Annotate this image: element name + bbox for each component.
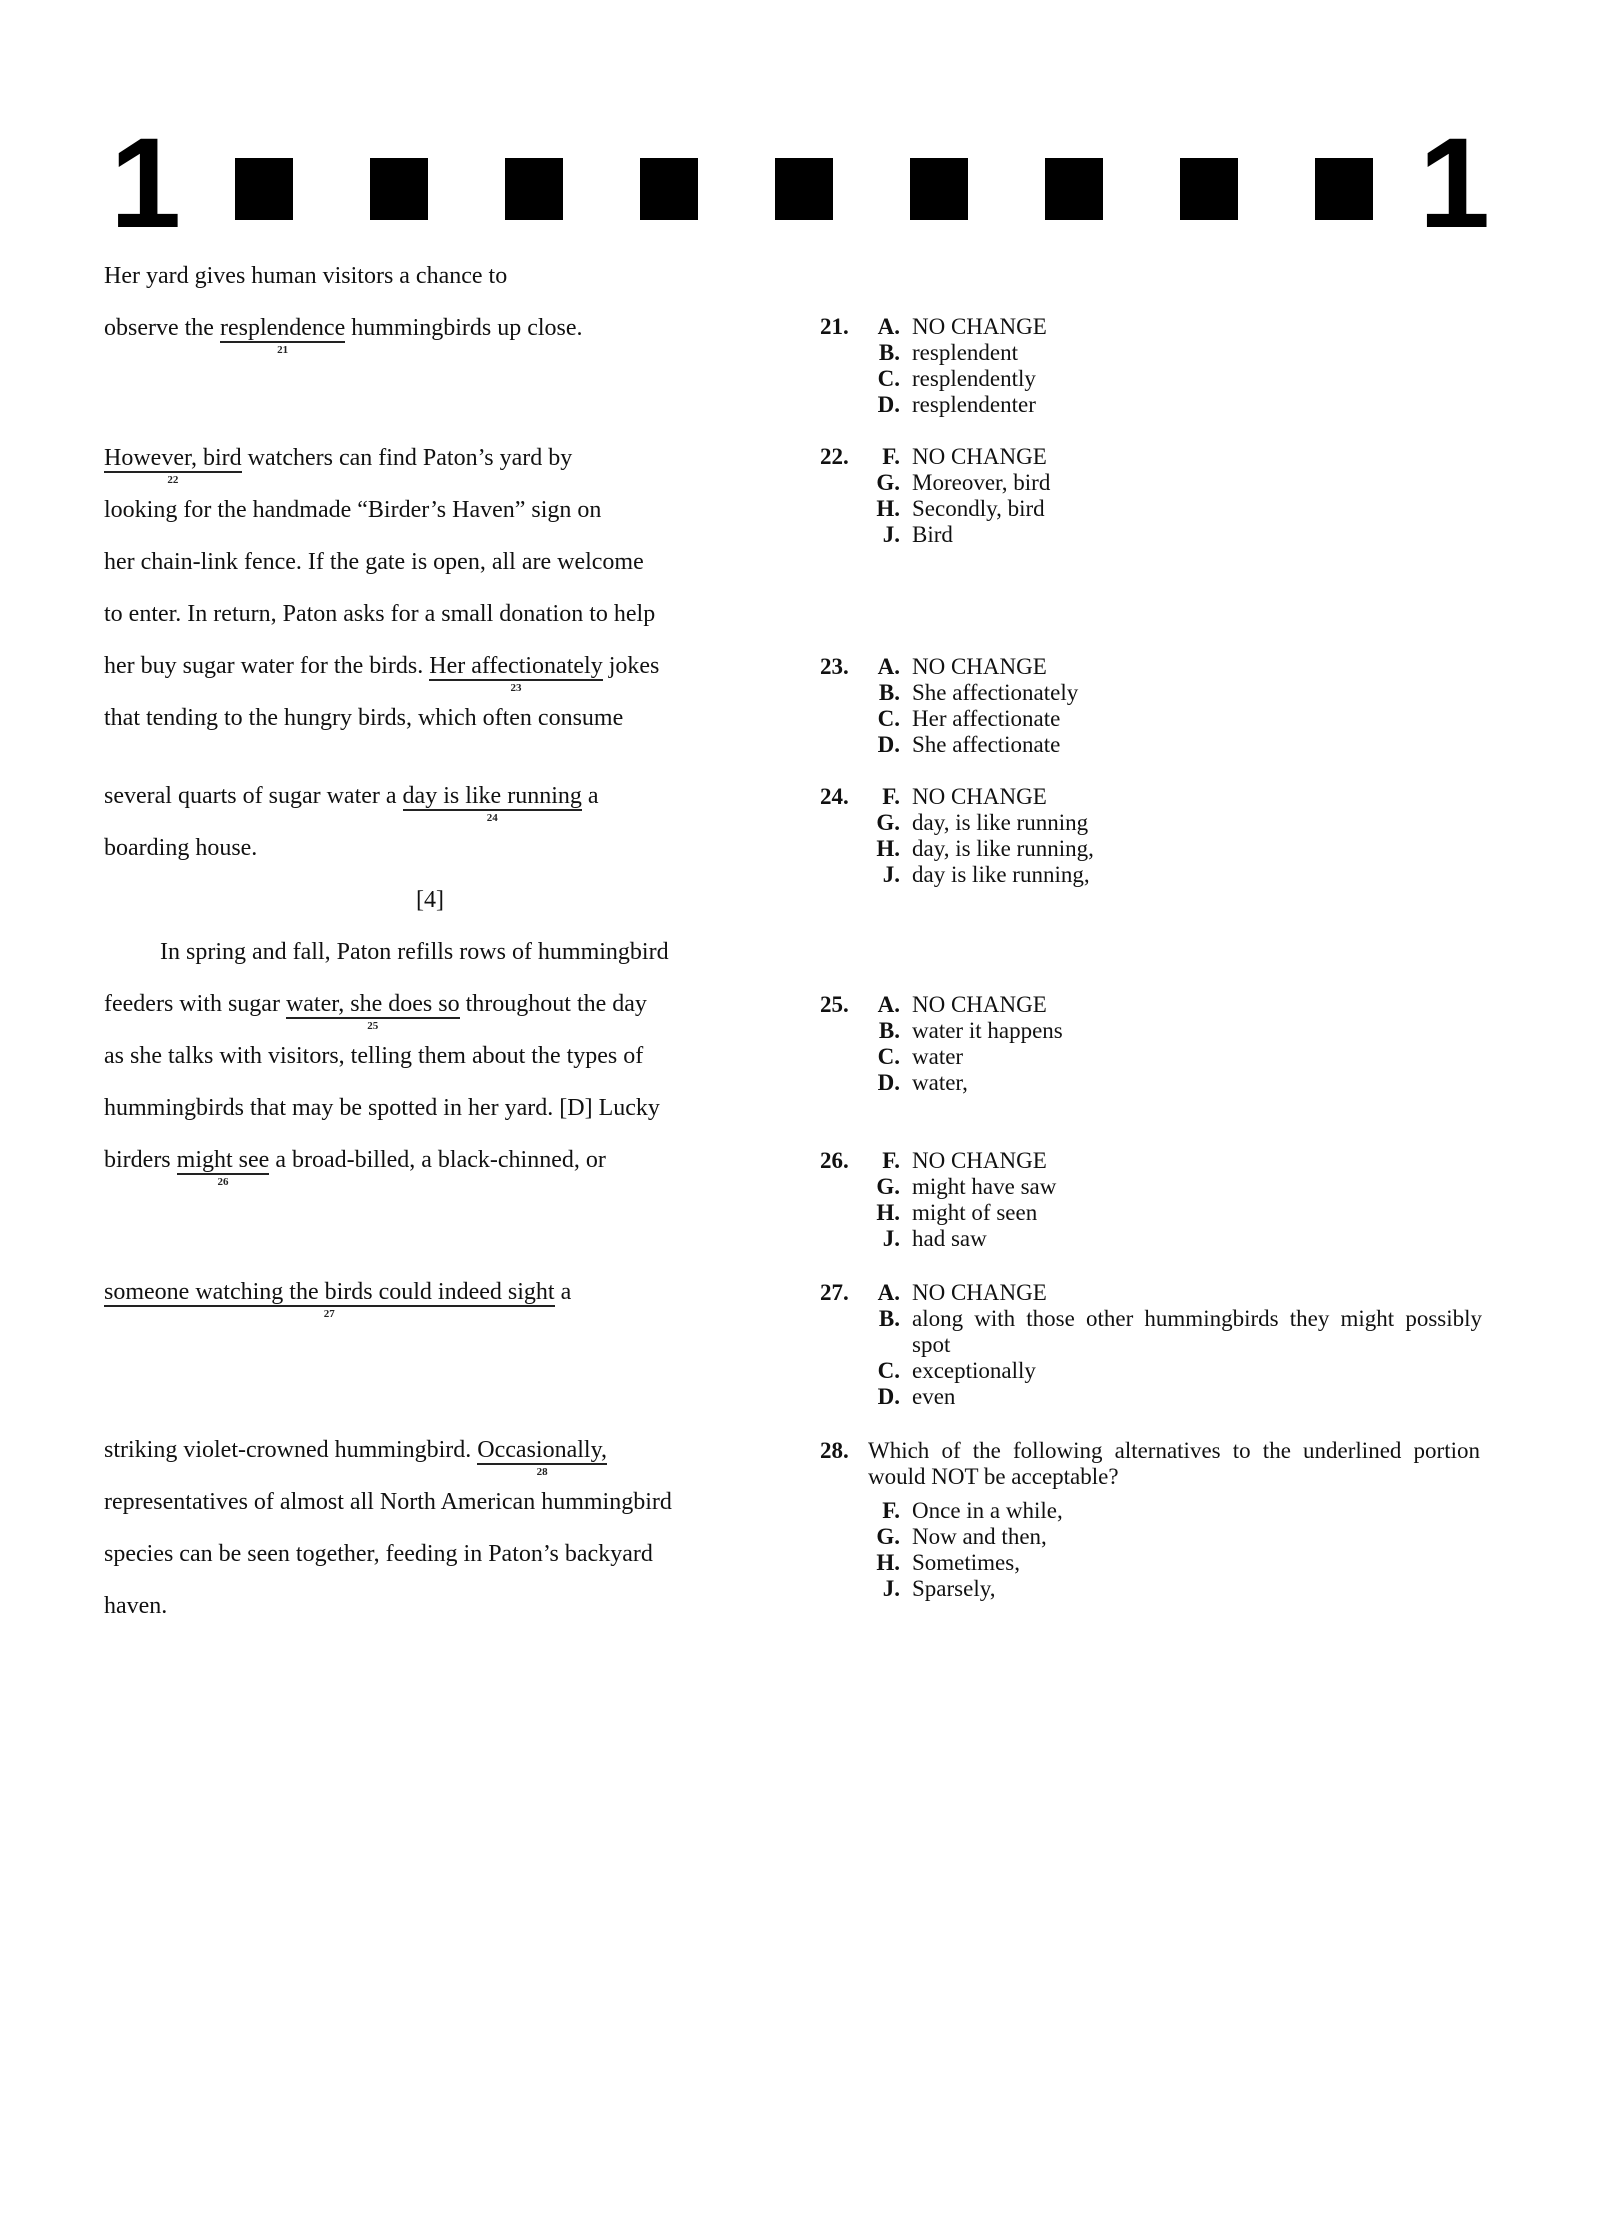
passage-line: looking for the handmade “Birder’s Haven” sign on [104,497,602,523]
question-23 [820,654,1480,758]
underlined-portion-26[interactable] [176,1147,270,1188]
question-ref-number: 21 [277,344,289,356]
passage-line: In spring and fall, Paton refills rows of hummingbird [160,939,669,965]
passage-text: birders [104,1147,177,1173]
option-letter: C. [877,1044,900,1069]
passage-text: several quarts of sugar water a [104,783,403,809]
option-text: exceptionally [912,1358,1036,1383]
passage-line: Her yard gives human visitors a chance to [104,263,508,289]
option-letter: B. [878,340,900,365]
option-letter: B. [878,1306,900,1331]
question-28 [820,1438,1480,1602]
option-text: resplendenter [912,392,1036,417]
option-text: had saw [912,1226,987,1251]
answer-option[interactable] [820,1358,1480,1384]
option-text: water [912,1044,964,1069]
passage-line: boarding house. [104,835,258,861]
question-number: 21. [820,314,849,339]
answer-option[interactable] [820,680,1480,706]
underlined-portion-24[interactable] [402,783,582,824]
option-letter: J. [882,862,900,887]
answer-option[interactable] [820,1044,1480,1070]
passage-text: feeders with sugar [104,991,286,1017]
option-text: resplendent [912,340,1019,365]
passage-line: that tending to the hungry birds, which often consume [104,705,624,731]
underlined-portion-28[interactable] [477,1437,608,1478]
option-letter: D. [877,1384,900,1409]
answer-option[interactable] [820,1384,1480,1410]
question-stem: Which of the following alternatives to the underlined portion would NOT be acceptable? [868,1438,1480,1489]
header-square [1180,158,1238,220]
passage-line [104,782,599,824]
passage-line [104,652,660,694]
underlined-text: resplendence [219,315,346,341]
option-text: Secondly, bird [912,496,1045,521]
option-letter: C. [877,1358,900,1383]
passage-line: species can be seen together, feeding in Paton’s backyard [104,1541,653,1567]
option-letter: H. [876,1200,900,1225]
question-25 [820,992,1480,1096]
passage-text: hummingbirds up close. [345,315,583,341]
option-text: resplendently [912,366,1036,391]
option-letter: G. [876,1524,900,1549]
passage-text: a [581,783,599,809]
option-letter: H. [876,496,900,521]
answer-option[interactable] [820,1306,1480,1358]
passage-line: to enter. In return, Paton asks for a small donation to help [104,601,656,627]
header-square [640,158,698,220]
option-text: water it happens [912,1018,1063,1043]
option-letter: B. [878,680,900,705]
option-letter: A. [877,314,900,339]
question-ref-number: 27 [323,1308,335,1320]
section-number-left: 1 [110,112,182,255]
passage-line [104,314,583,356]
option-letter: F. [882,1498,900,1523]
answer-option[interactable] [820,862,1480,888]
question-22 [820,444,1480,548]
option-letter: H. [876,836,900,861]
passage-text: her buy sugar water for the birds. [104,653,430,679]
underlined-text: might see [176,1147,270,1173]
option-text: Moreover, bird [912,470,1051,495]
question-number: 22. [820,444,849,469]
answer-option[interactable] [820,992,1480,1018]
answer-option[interactable] [820,784,1480,810]
option-text: Bird [912,522,953,547]
question-ref-number: 25 [367,1020,379,1032]
passage-line [104,444,573,486]
passage-text: a broad-billed, a black-chinned, or [269,1147,606,1173]
underlined-text: Occasionally, [477,1437,608,1463]
option-letter: G. [876,810,900,835]
header-square [775,158,833,220]
passage-text: observe the [104,315,220,341]
underlined-portion-27[interactable] [104,1279,555,1320]
question-ref-number: 23 [510,682,522,694]
passage-text: throughout the day [459,991,647,1017]
question-27 [820,1280,1480,1410]
option-letter: J. [882,522,900,547]
passage-line [104,990,647,1032]
option-letter: C. [877,366,900,391]
passage-line: hummingbirds that may be spotted in her yard. [D] Lucky [104,1095,660,1121]
question-number: 28. [820,1438,849,1463]
underlined-text: someone watching the birds could indeed sight [104,1279,555,1305]
question-ref-number: 28 [536,1466,548,1478]
answer-option[interactable] [820,1576,1480,1602]
answer-option[interactable] [820,654,1480,680]
answer-option[interactable] [820,1550,1480,1576]
passage-line [104,1278,572,1320]
answer-option[interactable] [820,1070,1480,1096]
answer-option[interactable] [820,444,1480,470]
option-text: day, is like running [912,810,1089,835]
option-text: Once in a while, [912,1498,1063,1523]
option-letter: F. [882,444,900,469]
passage-text: striking violet-crowned hummingbird. [104,1437,478,1463]
option-text: Sometimes, [912,1550,1020,1575]
underlined-portion-23[interactable] [429,653,603,694]
passage-line: haven. [104,1593,168,1619]
question-number: 24. [820,784,849,809]
answer-option[interactable] [820,1524,1480,1550]
option-text: even [912,1384,956,1409]
option-text: NO CHANGE [912,992,1047,1017]
answer-option[interactable] [820,1280,1480,1306]
option-text: Sparsely, [912,1576,996,1601]
underlined-portion-22[interactable] [104,445,242,486]
header-square [910,158,968,220]
answer-option[interactable] [820,732,1480,758]
option-text: NO CHANGE [912,1280,1047,1305]
option-letter: F. [882,1148,900,1173]
question-number: 27. [820,1280,849,1305]
option-letter: D. [877,732,900,757]
answer-option[interactable] [820,836,1480,862]
answer-option[interactable] [820,1174,1480,1200]
option-letter: C. [877,706,900,731]
answer-option[interactable] [820,810,1480,836]
answer-option[interactable] [820,706,1480,732]
question-26 [820,1148,1480,1252]
answer-option[interactable] [820,340,1480,366]
answer-option[interactable] [820,1018,1480,1044]
underlined-text: Her affectionately [429,653,603,679]
header-square [370,158,428,220]
option-text: Now and then, [912,1524,1047,1549]
header-square [505,158,563,220]
option-text: Her affectionate [912,706,1061,731]
underlined-text: However, bird [104,445,242,471]
option-text: She affectionately [912,680,1079,705]
passage-text: a [554,1279,572,1305]
option-text: NO CHANGE [912,784,1047,809]
header-square [1315,158,1373,220]
passage-line: her chain-link fence. If the gate is open, all are welcome [104,549,644,575]
option-text: NO CHANGE [912,1148,1047,1173]
option-letter: F. [882,784,900,809]
header-square [235,158,293,220]
question-ref-number: 24 [486,812,498,824]
option-letter: D. [877,1070,900,1095]
option-letter: D. [877,392,900,417]
question-24 [820,784,1480,888]
option-letter: G. [876,1174,900,1199]
question-number: 26. [820,1148,849,1173]
option-letter: J. [882,1226,900,1251]
question-number: 23. [820,654,849,679]
answer-option[interactable] [820,496,1480,522]
answer-option[interactable] [820,314,1480,340]
option-text: day, is like running, [912,836,1094,861]
underlined-text: water, she does so [285,991,460,1017]
option-letter: B. [878,1018,900,1043]
option-letter: A. [877,1280,900,1305]
answer-option[interactable] [820,366,1480,392]
option-text: might have saw [912,1174,1057,1199]
option-text: might of seen [912,1200,1038,1225]
underlined-text: day is like running [402,783,582,809]
option-letter: A. [877,654,900,679]
answer-option[interactable] [820,392,1480,418]
passage-line [104,1436,608,1478]
option-text: day is like running, [912,862,1090,887]
header-square [1045,158,1103,220]
option-text: She affectionate [912,732,1061,757]
question-ref-number: 26 [217,1176,229,1188]
answer-option[interactable] [820,1148,1480,1174]
underlined-portion-25[interactable] [285,991,460,1032]
option-text: NO CHANGE [912,314,1047,339]
option-text: along with those other hummingbirds they might possibly spot [912,1306,1482,1357]
answer-option[interactable] [820,1498,1480,1524]
passage-text: jokes [602,653,660,679]
option-text: water, [912,1070,968,1095]
answer-option[interactable] [820,522,1480,548]
option-letter: H. [876,1550,900,1575]
section-header [110,112,1490,255]
paragraph-label: [4] [416,887,444,913]
option-text: NO CHANGE [912,654,1047,679]
question-ref-number: 22 [167,474,179,486]
option-letter: J. [882,1576,900,1601]
passage-text: watchers can find Paton’s yard by [241,445,573,471]
answer-option[interactable] [820,470,1480,496]
answer-option[interactable] [820,1200,1480,1226]
underlined-portion-21[interactable] [219,315,346,356]
answer-option[interactable] [820,1226,1480,1252]
option-letter: G. [876,470,900,495]
passage-line: as she talks with visitors, telling them about the types of [104,1043,644,1069]
section-number-right: 1 [1418,112,1490,255]
passage-line: representatives of almost all North American hummingbird [104,1489,672,1515]
question-21 [820,314,1480,418]
option-text: NO CHANGE [912,444,1047,469]
question-number: 25. [820,992,849,1017]
passage-line [104,1146,606,1188]
option-letter: A. [877,992,900,1017]
